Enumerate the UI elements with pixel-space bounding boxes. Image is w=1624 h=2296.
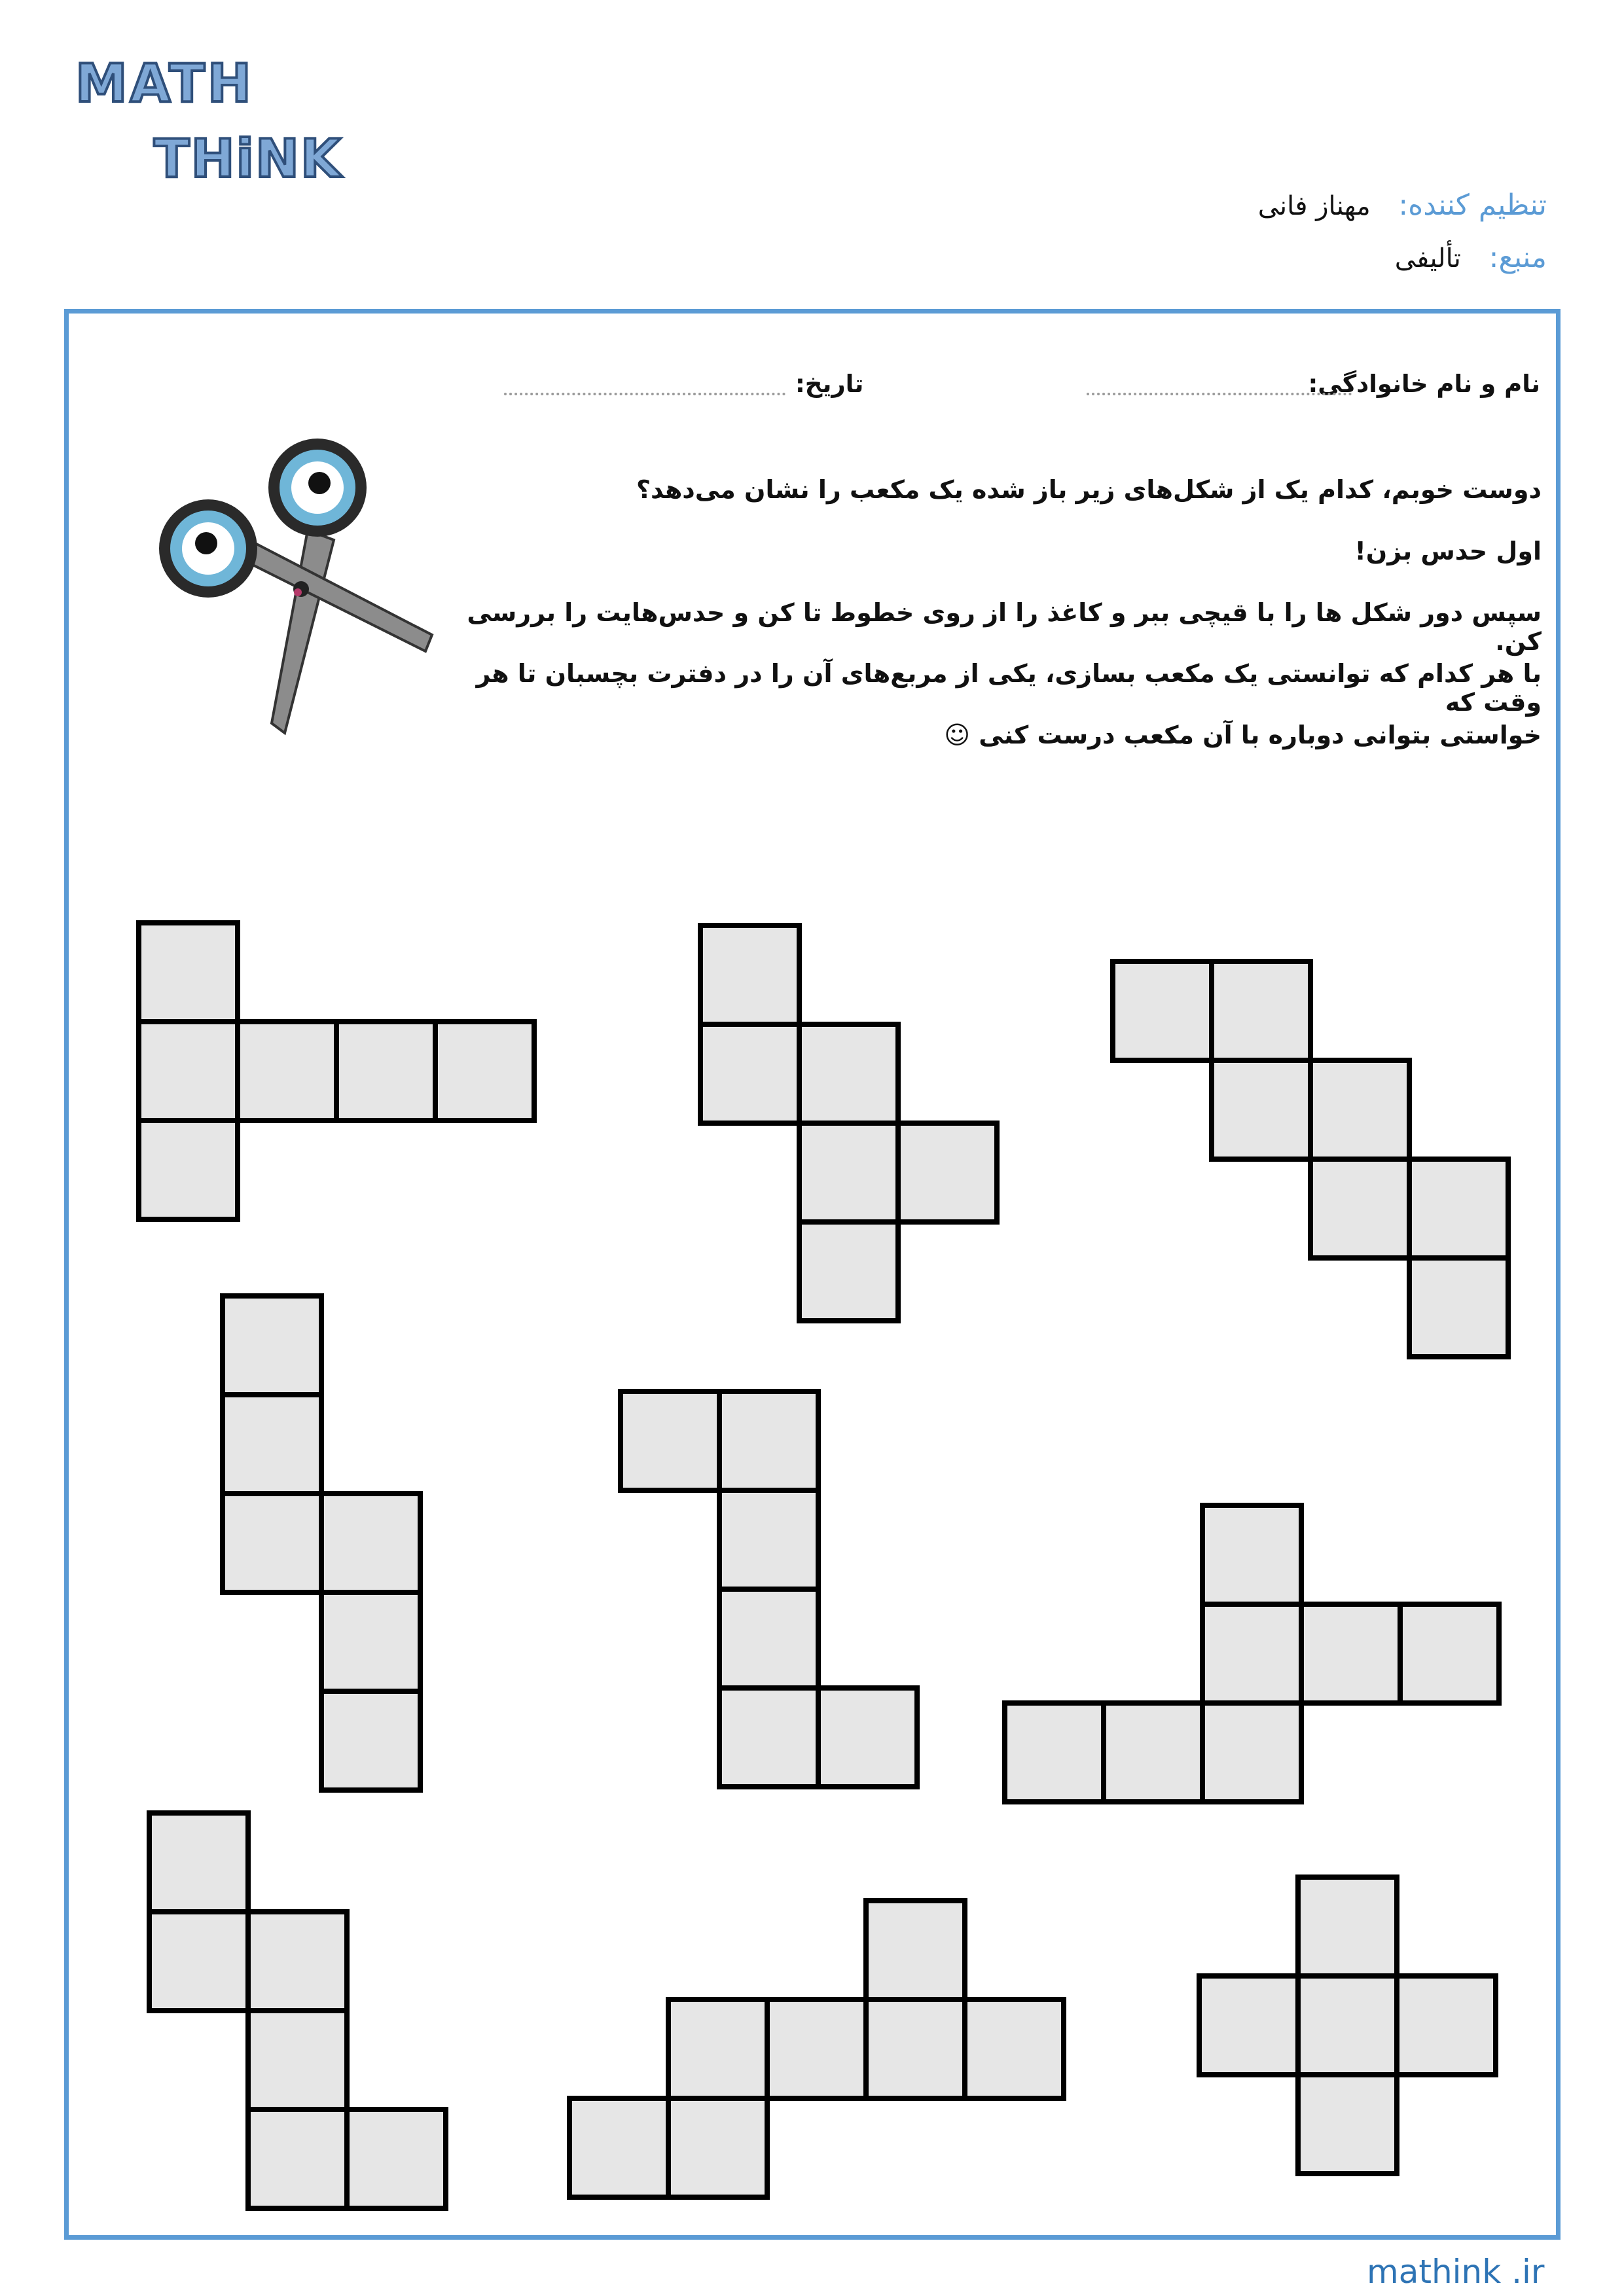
net-9-square-4: [1397, 1976, 1496, 2075]
net-5-square-3: [719, 1490, 818, 1589]
logo-line-think: THiNK: [154, 128, 342, 189]
net-5-square-4: [719, 1589, 818, 1688]
author-label: تنظیم کننده:: [1398, 188, 1547, 222]
instruction-line-1: دوست خوبم، کدام یک از شکل‌های زیر باز شده یک مکعب را نشان می‌دهد؟: [636, 475, 1542, 504]
date-label: تاریخ:: [795, 370, 864, 398]
net-8-square-5: [965, 2000, 1064, 2098]
net-4-square-3: [223, 1494, 321, 1592]
net-7-square-2: [149, 1912, 248, 2011]
net-5-square-5: [719, 1688, 818, 1787]
net-2-square-3: [799, 1024, 898, 1123]
net-8-square-7: [668, 2098, 767, 2197]
net-2-square-1: [700, 925, 799, 1024]
net-8-square-4: [866, 2000, 965, 2098]
net-1-square-2: [139, 1022, 238, 1121]
net-7-square-1: [149, 1813, 248, 1912]
net-9-square-5: [1298, 2075, 1397, 2174]
net-2-square-4: [799, 1123, 898, 1222]
net-6-square-3: [1301, 1604, 1400, 1703]
net-1-square-4: [336, 1022, 435, 1121]
net-3-square-1: [1113, 961, 1212, 1060]
net-4-square-1: [223, 1296, 321, 1395]
net-9-square-3: [1298, 1976, 1397, 2075]
net-9-square-2: [1199, 1976, 1298, 2075]
net-4-square-6: [321, 1691, 420, 1790]
net-5-square-2: [719, 1391, 818, 1490]
cube-net-1: [139, 923, 534, 1219]
net-2-square-2: [700, 1024, 799, 1123]
cube-net-6: [1005, 1505, 1499, 1802]
net-6-square-7: [1202, 1703, 1301, 1802]
net-5-square-6: [818, 1688, 917, 1787]
instruction-line-4: با هر کدام که توانستی یک مکعب بسازی، یکی از مربع‌های آن را در دفترت بچسبان تا هر وقت که: [476, 659, 1542, 717]
net-3-square-4: [1310, 1060, 1409, 1159]
net-3-square-3: [1212, 1060, 1310, 1159]
net-1-square-6: [139, 1121, 238, 1219]
net-4-square-2: [223, 1395, 321, 1494]
net-1-square-1: [139, 923, 238, 1022]
net-8-square-6: [569, 2098, 668, 2197]
name-label: نام و نام خانوادگی:: [1308, 370, 1540, 398]
cube-net-3: [1113, 961, 1508, 1357]
footer-website[interactable]: mathink .ir: [1367, 2253, 1545, 2291]
net-8-square-2: [668, 2000, 767, 2098]
net-6-square-1: [1202, 1505, 1301, 1604]
cube-net-8: [569, 1901, 1064, 2197]
net-1-square-3: [238, 1022, 336, 1121]
net-7-square-5: [248, 2109, 347, 2208]
net-8-square-1: [866, 1901, 965, 2000]
net-6-square-4: [1400, 1604, 1499, 1703]
source-value: تألیفی: [1394, 243, 1461, 274]
instruction-line-5: خواستی بتوانی دوباره با آن مکعب درست کنی ☺: [944, 721, 1542, 749]
net-8-square-3: [767, 2000, 866, 2098]
net-2-square-5: [898, 1123, 997, 1222]
net-7-square-4: [248, 2011, 347, 2109]
net-7-square-6: [347, 2109, 446, 2208]
net-7-square-3: [248, 1912, 347, 2011]
net-5-square-1: [621, 1391, 719, 1490]
logo-line-math: MATH: [75, 53, 254, 114]
net-2-square-6: [799, 1222, 898, 1321]
instruction-line-2: اول حدس بزن!: [1354, 537, 1542, 565]
net-4-square-5: [321, 1592, 420, 1691]
cube-net-9: [1199, 1877, 1496, 2174]
net-6-square-2: [1202, 1604, 1301, 1703]
net-9-square-1: [1298, 1877, 1397, 1976]
net-6-square-6: [1104, 1703, 1202, 1802]
author-value: مهناز فانی: [1257, 191, 1371, 221]
cube-net-4: [223, 1296, 420, 1790]
net-6-square-5: [1005, 1703, 1104, 1802]
net-3-square-6: [1409, 1159, 1508, 1258]
net-3-square-2: [1212, 961, 1310, 1060]
net-3-square-7: [1409, 1258, 1508, 1357]
instruction-line-3: سپس دور شکل ها را با قیچی ببر و کاغذ را از روی خطوط تا کن و حدس‌هایت را بررسی کن.: [467, 598, 1542, 656]
net-3-square-5: [1310, 1159, 1409, 1258]
net-4-square-4: [321, 1494, 420, 1592]
cube-net-7: [149, 1813, 446, 2208]
cube-net-2: [700, 925, 997, 1321]
net-1-square-5: [435, 1022, 534, 1121]
cube-net-5: [621, 1391, 917, 1787]
source-label: منبع:: [1489, 241, 1547, 274]
